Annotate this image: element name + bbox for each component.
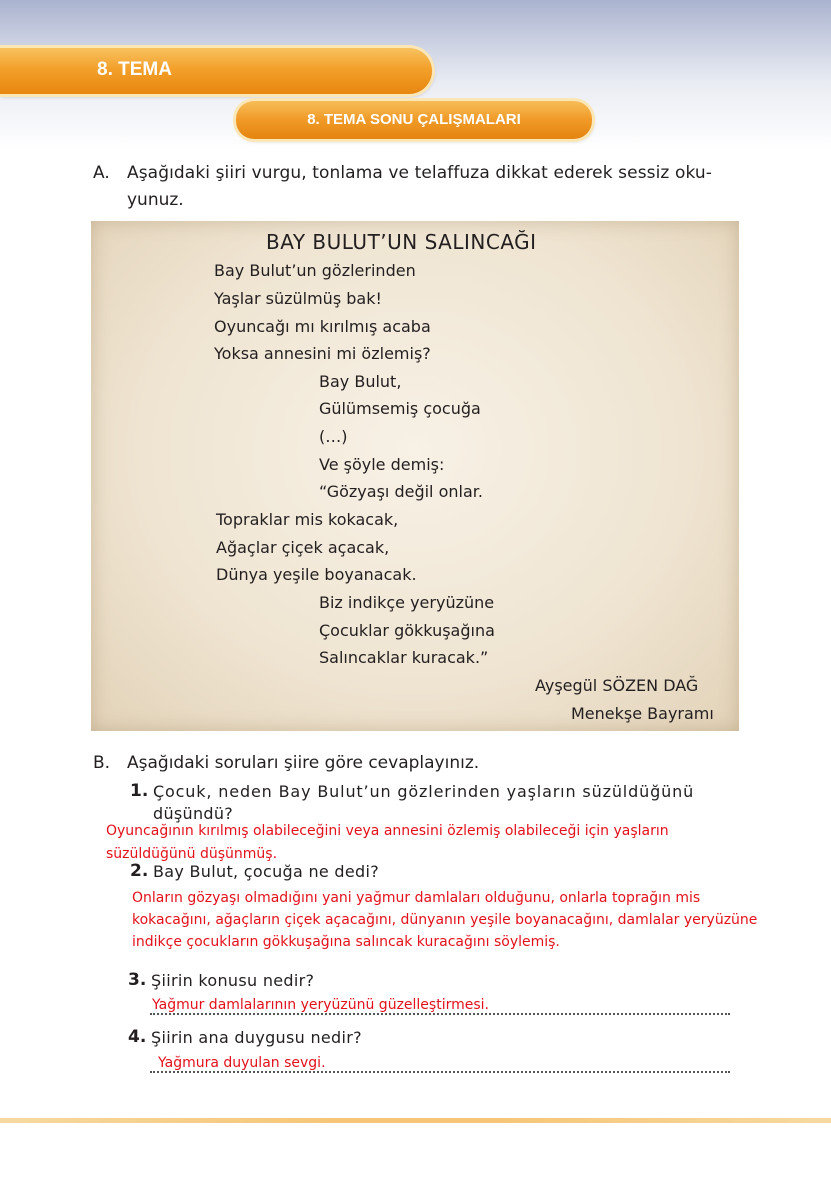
poem-line: Yaşlar süzülmüş bak! [214,289,382,308]
answer-text: Yağmura duyulan sevgi. [158,1055,326,1071]
answer-text: indikçe çocukların gökkuşağına salıncak kuracağını söylemiş. [132,934,560,950]
poem-line: Gülümsemiş çocuğa [319,399,481,418]
question-text: Çocuk, neden Bay Bulut’un gözlerinden yaşların süzüldüğünü [153,782,695,801]
answer-text: Onların gözyaşı olmadığını yani yağmur damlaları olduğunu, onlarla toprağın mis [132,890,701,906]
answer-text: kokacağını, ağaçların çiçek açacağını, dünyanın yeşile boyanacağını, damlalar yeryüzüne [132,912,758,928]
poem-line: Yoksa annesini mi özlemiş? [214,344,431,363]
section-a-instruction-line2: yunuz. [127,190,184,210]
section-a-instruction-line1: Aşağıdaki şiiri vurgu, tonlama ve telaffuza dikkat ederek sessiz oku- [127,163,712,183]
question-text: Bay Bulut, çocuğa ne dedi? [153,862,380,881]
poem-line: Bay Bulut, [319,372,402,391]
question-number: 2. [130,861,149,881]
poem-line: Ağaçlar çiçek açacak, [216,538,390,557]
poem-line: Topraklar mis kokacak, [216,510,399,529]
answer-text: Yağmur damlalarının yeryüzünü güzelleştirmesi. [152,997,489,1013]
tema-banner [0,48,432,94]
question-text: düşündü? [153,804,234,823]
section-subtitle: 8. TEMA SONU ÇALIŞMALARI [307,111,521,128]
question-text: Şiirin ana duygusu nedir? [151,1028,362,1047]
tema-title: 8. TEMA [97,59,172,80]
question-text: Şiirin konusu nedir? [151,971,315,990]
section-b-letter: B. [93,753,111,773]
poem-line: “Gözyaşı değil onlar. [319,482,483,501]
section-a-letter: A. [93,163,110,183]
answer-text: süzüldüğünü düşünmüş. [106,846,278,862]
poem-line: (…) [319,427,348,446]
poem-source: Menekşe Bayramı [571,704,714,723]
answer-dotted-line [150,1013,730,1015]
footer-rule [0,1118,831,1123]
answer-dotted-line [150,1071,730,1073]
question-number: 4. [128,1027,147,1047]
question-number: 1. [130,781,149,801]
section-subtitle-banner [236,101,592,139]
poem-line: Bay Bulut’un gözlerinden [214,261,416,280]
answer-text: Oyuncağının kırılmış olabileceğini veya annesini özlemiş olabileceği için yaşların [106,823,669,839]
poem-line: Dünya yeşile boyanacak. [216,565,417,584]
poem-line: Salıncaklar kuracak.” [319,648,489,667]
poem-author: Ayşegül SÖZEN DAĞ [535,676,699,695]
poem-line: Oyuncağı mı kırılmış acaba [214,317,431,336]
question-number: 3. [128,970,147,990]
poem-line: Ve şöyle demiş: [319,455,445,474]
section-b-instruction: Aşağıdaki soruları şiire göre cevaplayınız. [127,753,480,773]
poem-line: Biz indikçe yeryüzüne [319,593,495,612]
poem-line: Çocuklar gökkuşağına [319,621,495,640]
poem-title: BAY BULUT’UN SALINCAĞI [266,230,537,254]
